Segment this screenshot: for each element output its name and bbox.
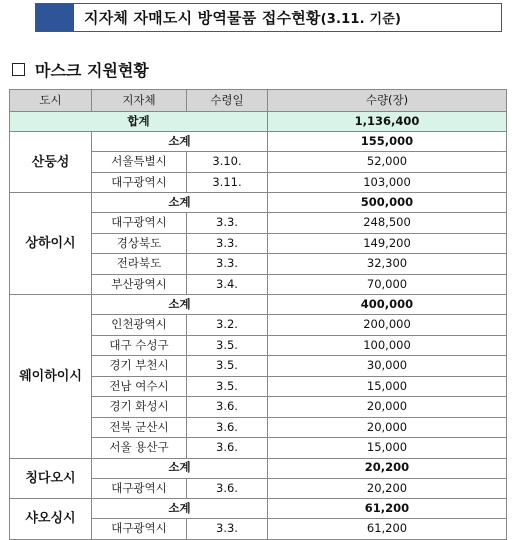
date-cell: 3.6. — [187, 417, 268, 438]
gov-cell: 경기 화성시 — [92, 397, 187, 418]
header-city: 도시 — [10, 90, 92, 112]
date-cell: 3.4. — [187, 274, 268, 295]
qty-cell: 30,000 — [268, 356, 507, 377]
subtotal-qty: 61,200 — [268, 499, 507, 519]
subtotal-row — [10, 132, 507, 152]
qty-cell: 20,000 — [268, 397, 507, 418]
table-header-row — [10, 90, 507, 112]
subtotal-label: 소계 — [92, 295, 268, 315]
section-title: 마스크 지원현황 — [35, 61, 149, 80]
qty-cell: 52,000 — [268, 152, 507, 173]
total-label: 합계 — [10, 112, 268, 132]
mask-support-table — [9, 89, 507, 540]
qty-cell: 61,200 — [268, 519, 507, 540]
gov-cell: 대구광역시 — [92, 213, 187, 234]
date-cell: 3.2. — [187, 315, 268, 336]
subtotal-row — [10, 193, 507, 213]
subtotal-row — [10, 458, 507, 478]
date-cell: 3.3. — [187, 213, 268, 234]
header-date: 수령일 — [187, 90, 268, 112]
gov-cell: 대구 수성구 — [92, 335, 187, 356]
gov-cell: 전북 군산시 — [92, 417, 187, 438]
subtotal-label: 소계 — [92, 132, 268, 152]
gov-cell: 전라북도 — [92, 254, 187, 275]
gov-cell: 전남 여수시 — [92, 376, 187, 397]
gov-cell: 서울특별시 — [92, 152, 187, 173]
gov-cell: 서울 용산구 — [92, 438, 187, 459]
city-cell: 샤오싱시 — [10, 499, 92, 540]
date-cell: 3.3. — [187, 519, 268, 540]
subtotal-label: 소계 — [92, 193, 268, 213]
date-cell: 3.6. — [187, 438, 268, 459]
gov-cell: 부산광역시 — [92, 274, 187, 295]
gov-cell: 인천광역시 — [92, 315, 187, 336]
title-date: (3.11. 기준) — [320, 12, 402, 27]
page-title — [84, 7, 401, 28]
subtotal-label: 소계 — [92, 458, 268, 478]
qty-cell: 15,000 — [268, 438, 507, 459]
qty-cell: 20,000 — [268, 417, 507, 438]
gov-cell: 대구광역시 — [92, 478, 187, 499]
gov-cell: 경기 부천시 — [92, 356, 187, 377]
subtotal-label: 소계 — [92, 499, 268, 519]
date-cell: 3.5. — [187, 356, 268, 377]
gov-cell: 대구광역시 — [92, 172, 187, 193]
subtotal-qty: 20,200 — [268, 458, 507, 478]
qty-cell: 248,500 — [268, 213, 507, 234]
title-box — [35, 3, 502, 32]
subtotal-qty: 400,000 — [268, 295, 507, 315]
date-cell: 3.3. — [187, 254, 268, 275]
qty-cell: 149,200 — [268, 233, 507, 254]
qty-cell: 200,000 — [268, 315, 507, 336]
title-accent-bar — [36, 4, 74, 31]
subtotal-row — [10, 499, 507, 519]
header-qty: 수량(장) — [268, 90, 507, 112]
qty-cell: 103,000 — [268, 172, 507, 193]
gov-cell: 경상북도 — [92, 233, 187, 254]
header-gov: 지자체 — [92, 90, 187, 112]
qty-cell: 70,000 — [268, 274, 507, 295]
total-row — [10, 112, 507, 132]
date-cell: 3.6. — [187, 478, 268, 499]
section-heading — [12, 58, 149, 81]
gov-cell: 대구광역시 — [92, 519, 187, 540]
checkbox-icon — [12, 63, 25, 76]
city-cell: 상하이시 — [10, 193, 92, 295]
date-cell: 3.11. — [187, 172, 268, 193]
qty-cell: 15,000 — [268, 376, 507, 397]
date-cell: 3.5. — [187, 335, 268, 356]
date-cell: 3.10. — [187, 152, 268, 173]
qty-cell: 100,000 — [268, 335, 507, 356]
date-cell: 3.3. — [187, 233, 268, 254]
city-cell: 웨이하이시 — [10, 295, 92, 459]
qty-cell: 20,200 — [268, 478, 507, 499]
subtotal-qty: 500,000 — [268, 193, 507, 213]
qty-cell: 32,300 — [268, 254, 507, 275]
total-qty: 1,136,400 — [268, 112, 507, 132]
subtotal-row — [10, 295, 507, 315]
title-main: 지자체 자매도시 방역물품 접수현황 — [84, 9, 321, 27]
city-cell: 칭다오시 — [10, 458, 92, 499]
city-cell: 산둥성 — [10, 132, 92, 193]
date-cell: 3.6. — [187, 397, 268, 418]
date-cell: 3.5. — [187, 376, 268, 397]
subtotal-qty: 155,000 — [268, 132, 507, 152]
